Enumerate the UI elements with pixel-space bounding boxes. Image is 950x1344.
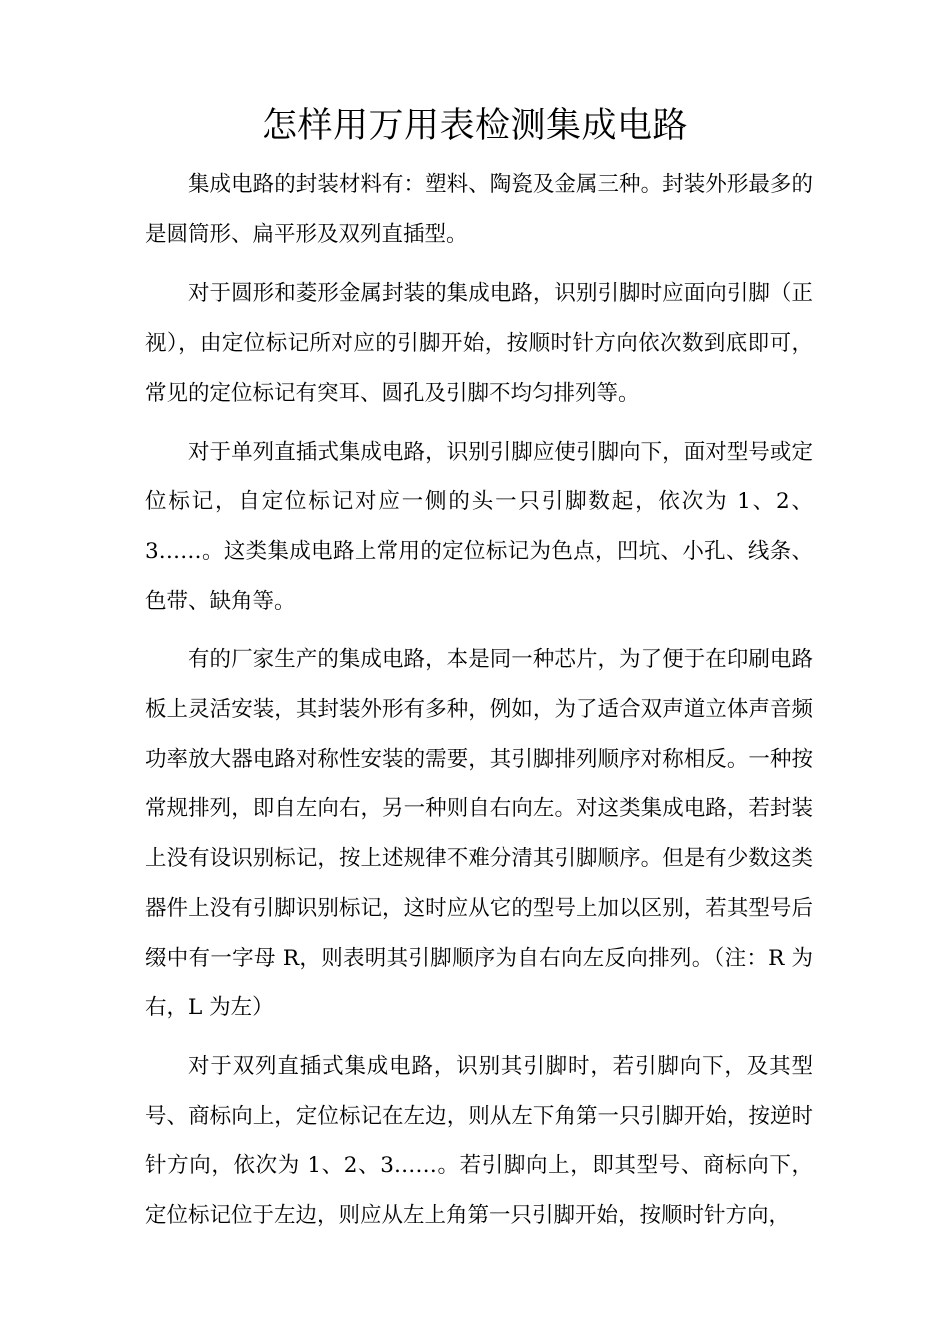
- paragraph-dual-inline-pins: 对于双列直插式集成电路，识别其引脚时，若引脚向下，及其型号、商标向上，定位标记在左边，则从左下角第一只引脚开始，按逆时针方向，依次为 1、2、3……。若引脚向上，即其型号、商标向下，定位标记位于左边，则应从左上角第一只引脚开始，按顺时针方向，: [145, 1053, 813, 1229]
- document-title: 怎样用万用表检测集成电路: [261, 106, 688, 146]
- paragraph-packaging-materials: 集成电路的封装材料有：塑料、陶瓷及金属三种。封装外形最多的是圆筒形、扁平形及双列直插型。: [145, 172, 813, 247]
- document-body: [145, 160, 813, 1250]
- paragraph-round-package-pins: 对于圆形和菱形金属封装的集成电路，识别引脚时应面向引脚（正视），由定位标记所对应的引脚开始，按顺时针方向依次数到底即可，常见的定位标记有突耳、圆孔及引脚不均匀排列等。: [145, 281, 813, 406]
- paragraph-single-inline-pins: 对于单列直插式集成电路，识别引脚应使引脚向下，面对型号或定位标记，自定位标记对应一侧的头一只引脚数起，依次为 1、2、3……。这类集成电路上常用的定位标记为色点，凹坑、小孔、线条、色带、缺角等。: [145, 439, 813, 614]
- paragraph-reverse-pin-order: 有的厂家生产的集成电路，本是同一种芯片，为了便于在印刷电路板上灵活安装，其封装外形有多种，例如，为了适合双声道立体声音频功率放大器电路对称性安装的需要，其引脚排列顺序对称相反。一种按常规排列，即自左向右，另一种则自右向左。对这类集成电路，若封装上没有设识别标记，按上述规律不难分清其引脚顺序。但是有少数这类器件上没有引脚识别标记，这时应从它的型号上加以区别，若其型号后缀中有一字母 R，则表明其引脚顺序为自右向左反向排列。（注：R 为右，L 为左）: [145, 647, 813, 1021]
